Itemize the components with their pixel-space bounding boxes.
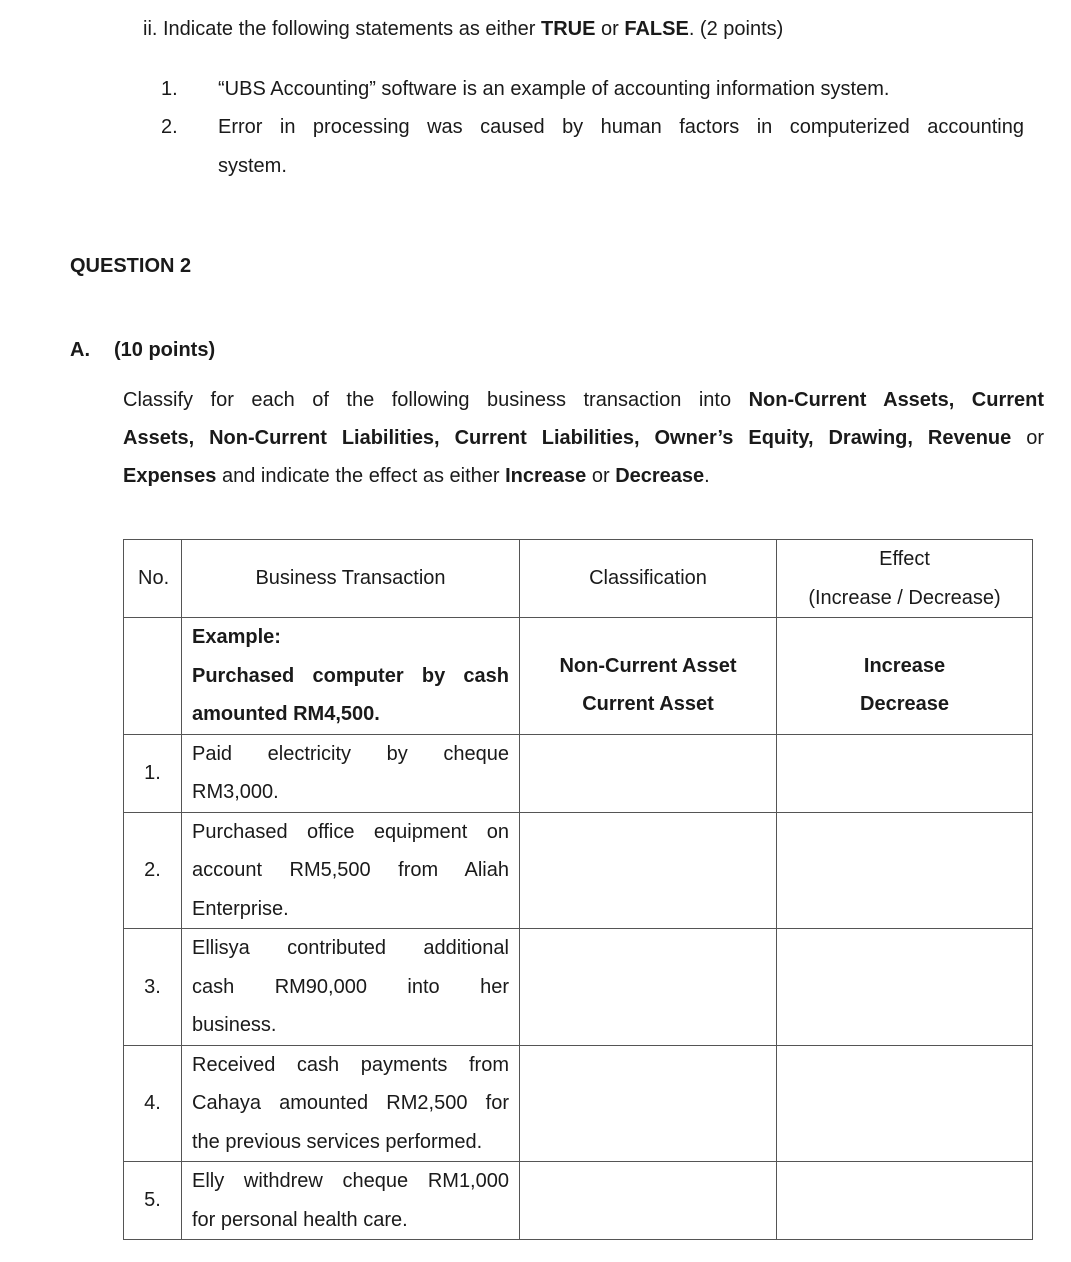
transaction-line: for personal health care. bbox=[192, 1208, 408, 1231]
example-label: Example: bbox=[192, 626, 281, 648]
statement-2-line2: system. bbox=[218, 155, 287, 177]
transaction-line: the previous services performed. bbox=[192, 1130, 483, 1153]
transaction-line: Ellisya contributed additional bbox=[192, 937, 509, 959]
transaction-line: business. bbox=[192, 1014, 277, 1036]
row-effect-blank[interactable] bbox=[777, 812, 1033, 929]
row-transaction bbox=[182, 929, 520, 1046]
instruction-text: . bbox=[704, 465, 710, 487]
table-row bbox=[124, 1045, 1033, 1162]
row-number: 5. bbox=[124, 1162, 182, 1240]
row-effect-blank[interactable] bbox=[777, 929, 1033, 1046]
statement-2-number: 2. bbox=[161, 116, 178, 138]
part-ii-heading bbox=[143, 17, 783, 41]
example-classification-1: Non-Current Asset bbox=[559, 654, 737, 677]
example-effect-1: Increase bbox=[863, 654, 946, 677]
row-effect-blank[interactable] bbox=[777, 734, 1033, 812]
example-line2: amounted RM4,500. bbox=[192, 703, 380, 725]
transaction-line: Paid electricity by cheque bbox=[192, 742, 509, 765]
table-header-row bbox=[124, 540, 1033, 618]
instruction-text: or bbox=[586, 465, 616, 487]
instruction-line-1 bbox=[123, 388, 1044, 412]
row-transaction bbox=[182, 812, 520, 929]
transaction-line: Cahaya amounted RM2,500 for bbox=[192, 1092, 509, 1114]
row-classification-blank[interactable] bbox=[520, 929, 777, 1046]
instruction-text: Classify for each of the following business transaction into bbox=[123, 389, 749, 411]
table-row bbox=[124, 1162, 1033, 1240]
statement-2-line1: Error in processing was caused by human factors in computerized accounting bbox=[218, 116, 1024, 138]
example-no-cell bbox=[124, 618, 182, 735]
row-effect-blank[interactable] bbox=[777, 1045, 1033, 1162]
transaction-line: Enterprise. bbox=[192, 897, 289, 920]
statement-1-text: “UBS Accounting” software is an example of accounting information system. bbox=[218, 78, 890, 100]
header-effect-line2: (Increase / Decrease) bbox=[808, 586, 1001, 609]
transaction-line: Received cash payments from bbox=[192, 1053, 509, 1076]
question-title: QUESTION 2 bbox=[70, 255, 192, 277]
instruction-line-3 bbox=[123, 464, 710, 488]
header-transaction: Business Transaction bbox=[182, 540, 520, 618]
row-transaction bbox=[182, 1162, 520, 1240]
row-classification-blank[interactable] bbox=[520, 1162, 777, 1240]
instruction-bold: Expenses bbox=[123, 465, 217, 487]
example-classification-2: Current Asset bbox=[582, 693, 714, 716]
instruction-bold: Decrease bbox=[615, 465, 705, 487]
instruction-line-2 bbox=[123, 426, 1044, 450]
heading-true: TRUE bbox=[541, 18, 596, 40]
transaction-line: RM3,000. bbox=[192, 781, 279, 803]
table-row bbox=[124, 929, 1033, 1046]
example-row bbox=[124, 618, 1033, 735]
transactions-table bbox=[123, 539, 1033, 1240]
row-transaction bbox=[182, 1045, 520, 1162]
row-effect-blank[interactable] bbox=[777, 1162, 1033, 1240]
part-a-label: A. bbox=[70, 339, 90, 361]
part-a-points: (10 points) bbox=[114, 339, 216, 361]
table-row bbox=[124, 734, 1033, 812]
example-line1: Purchased computer by cash bbox=[192, 664, 509, 687]
statement-1-number: 1. bbox=[161, 78, 178, 100]
header-classification: Classification bbox=[520, 540, 777, 618]
row-number: 4. bbox=[124, 1045, 182, 1162]
instruction-text: and indicate the effect as either bbox=[216, 465, 506, 487]
row-transaction bbox=[182, 734, 520, 812]
header-no: No. bbox=[124, 540, 182, 618]
row-number: 1. bbox=[124, 734, 182, 812]
header-effect-line1: Effect bbox=[879, 548, 930, 570]
row-classification-blank[interactable] bbox=[520, 812, 777, 929]
transaction-line: cash RM90,000 into her bbox=[192, 975, 509, 998]
transaction-line: account RM5,500 from Aliah bbox=[192, 859, 509, 881]
instruction-bold: Increase bbox=[505, 465, 587, 487]
instruction-bold: Non-Current Assets, Current bbox=[748, 389, 1045, 411]
example-transaction-cell bbox=[182, 618, 520, 735]
row-classification-blank[interactable] bbox=[520, 734, 777, 812]
example-classification-cell bbox=[520, 618, 777, 735]
row-number: 2. bbox=[124, 812, 182, 929]
table-row bbox=[124, 812, 1033, 929]
row-classification-blank[interactable] bbox=[520, 1045, 777, 1162]
transaction-line: Purchased office equipment on bbox=[192, 820, 509, 843]
instruction-text: or bbox=[1011, 427, 1044, 449]
heading-false: FALSE bbox=[624, 18, 689, 40]
heading-text: ii. Indicate the following statements as either bbox=[143, 18, 541, 40]
heading-or: or bbox=[595, 18, 625, 40]
row-number: 3. bbox=[124, 929, 182, 1046]
instruction-bold: Assets, Non-Current Liabilities, Current Liabilities, Owner’s Equity, Drawing, Revenue bbox=[123, 427, 1012, 449]
example-effect-2: Decrease bbox=[860, 693, 949, 716]
heading-points: . (2 points) bbox=[688, 18, 784, 40]
example-effect-cell bbox=[777, 618, 1033, 735]
header-effect bbox=[777, 540, 1033, 618]
transaction-line: Elly withdrew cheque RM1,000 bbox=[192, 1170, 509, 1192]
